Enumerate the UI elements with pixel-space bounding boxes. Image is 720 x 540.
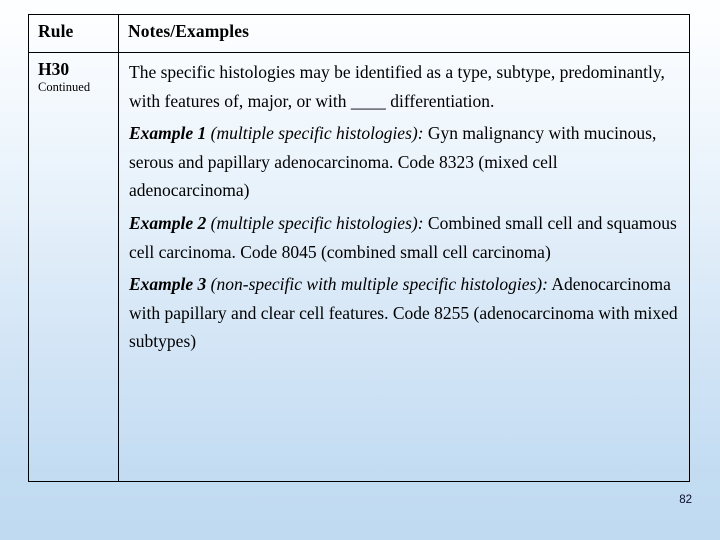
example-descriptor: (non-specific with multiple specific histologies): — [210, 274, 548, 295]
table-header-row — [29, 15, 690, 53]
example-descriptor: (multiple specific histologies): — [210, 123, 424, 144]
column-header-rule: Rule — [38, 21, 74, 41]
rule-id-cell — [29, 53, 119, 482]
example-body-text: Combined small cell and squamous cell carcinoma. Code 8045 (combined small cell carcinoma) — [129, 212, 677, 262]
table-header-cell-notes — [119, 15, 690, 53]
page-number: 82 — [679, 494, 692, 506]
example-label: Example 1 — [129, 123, 211, 144]
table-header-cell-rule — [29, 15, 119, 53]
example-descriptor: (multiple specific histologies): — [210, 212, 424, 233]
note-text-after-blank: differentiation. — [385, 90, 495, 111]
example-label: Example 3 — [129, 274, 211, 295]
column-header-notes: Notes/Examples — [128, 21, 249, 41]
note-paragraph — [129, 58, 679, 115]
notes-paragraph-list — [119, 53, 689, 356]
example-paragraph — [129, 119, 679, 205]
example-paragraph — [129, 209, 679, 266]
note-text-before-blank: The specific histologies may be identified as a type, subtype, predominantly, with features of, major, or with — [129, 62, 665, 111]
table-row — [29, 53, 690, 482]
example-body-text: Adenocarcinoma with papillary and clear cell features. Code 8255 (adenocarcinoma with mixed subtypes) — [129, 274, 678, 352]
notes-cell — [119, 53, 690, 482]
example-paragraph — [129, 270, 679, 356]
fill-in-blank: ____ — [350, 90, 386, 111]
rule-continued-label: Continued — [38, 80, 91, 95]
example-label: Example 2 — [129, 212, 211, 233]
rule-notes-table — [28, 14, 690, 482]
rule-id-label: H30 — [38, 59, 70, 79]
example-body-text: Gyn malignancy with mucinous, serous and papillary adenocarcinoma. Code 8323 (mixed cell adenocarcinoma) — [129, 123, 657, 201]
